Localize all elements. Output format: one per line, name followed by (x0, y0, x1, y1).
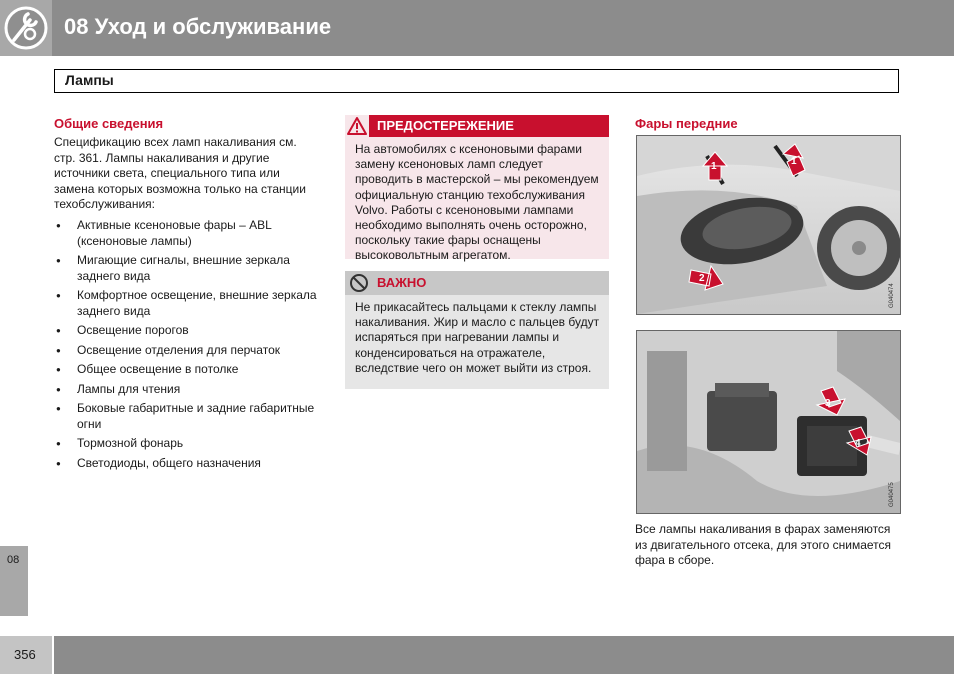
wrench-gear-icon (0, 0, 52, 56)
side-tab-label: 08 (7, 554, 20, 566)
chapter-side-tab (0, 546, 28, 616)
section-title: Лампы (65, 72, 114, 88)
connector-photo (636, 330, 901, 514)
important-title: ВАЖНО (377, 275, 427, 290)
chapter-header (0, 0, 954, 56)
important-header (345, 271, 609, 295)
list-item: ● Лампы для чтения (54, 382, 324, 398)
page-number: 356 (14, 647, 36, 662)
marker-label: 1 (711, 161, 717, 172)
important-box (345, 271, 609, 389)
marker-label: 1 (791, 156, 797, 167)
warning-text: На автомобилях с ксеноновыми фарами замену ксеноновых ламп следует проводить в мастерской – мы рекомендуем официальную станцию техобслуживания Volvo. Работы с ксеноновыми лампами необходимо выполнять очень осторожно, поскольку такие фары оснащены высоковольтным агрегатом. (355, 142, 599, 263)
list-item: ● Общее освещение в потолке (54, 362, 324, 378)
important-text: Не прикасайтесь пальцами к стеклу лампы накаливания. Жир и масло с пальцев будут испаряться при нагревании лампы и конденсироваться на отражателе, вследствие чего он может выйти из строя. (355, 300, 600, 375)
list-item: ● Активные ксеноновые фары – ABL (ксеноновые лампы) (54, 218, 324, 249)
list-item: ● Светодиоды, общего назначения (54, 456, 324, 472)
chapter-title: 08 Уход и обслуживание (64, 14, 332, 39)
general-intro: Спецификацию всех ламп накаливания см. стр. 361. Лампы накаливания и другие источники света, специального типа или замена которых возможна только на станции техобслуживания: (54, 135, 306, 211)
list-item: ● Комфортное освещение, внешние зеркала заднего вида (54, 288, 324, 319)
photo-code: G040474 (889, 283, 895, 308)
list-item: ● Боковые габаритные и задние габаритные огни (54, 401, 324, 432)
page-number-box (0, 636, 52, 674)
warning-title: ПРЕДОСТЕРЕЖЕНИЕ (377, 118, 514, 133)
warning-triangle-icon (345, 115, 369, 137)
marker-label: 2 (699, 273, 705, 284)
list-item: ● Тормозной фонарь (54, 436, 324, 452)
footer-bar (54, 636, 954, 674)
photo-code: G040475 (889, 482, 895, 507)
list-item: ● Освещение отделения для перчаток (54, 343, 324, 359)
marker-label: 3 (825, 398, 831, 409)
lamp-list (54, 218, 324, 475)
list-item: ● Освещение порогов (54, 323, 324, 339)
chapter-icon-box (0, 0, 52, 56)
section-bar (54, 69, 899, 93)
headlights-heading: Фары передние (635, 116, 738, 131)
warning-box (345, 115, 609, 263)
prohibition-icon (349, 273, 369, 293)
headlights-caption: Все лампы накаливания в фарах заменяются из двигательного отсека, для этого снимается фара в сборе. (635, 522, 891, 567)
marker-label: 4 (855, 438, 861, 449)
general-heading: Общие сведения (54, 116, 164, 131)
warning-header (345, 115, 609, 137)
headlight-photo (636, 135, 901, 315)
list-item: ● Мигающие сигналы, внешние зеркала заднего вида (54, 253, 324, 284)
